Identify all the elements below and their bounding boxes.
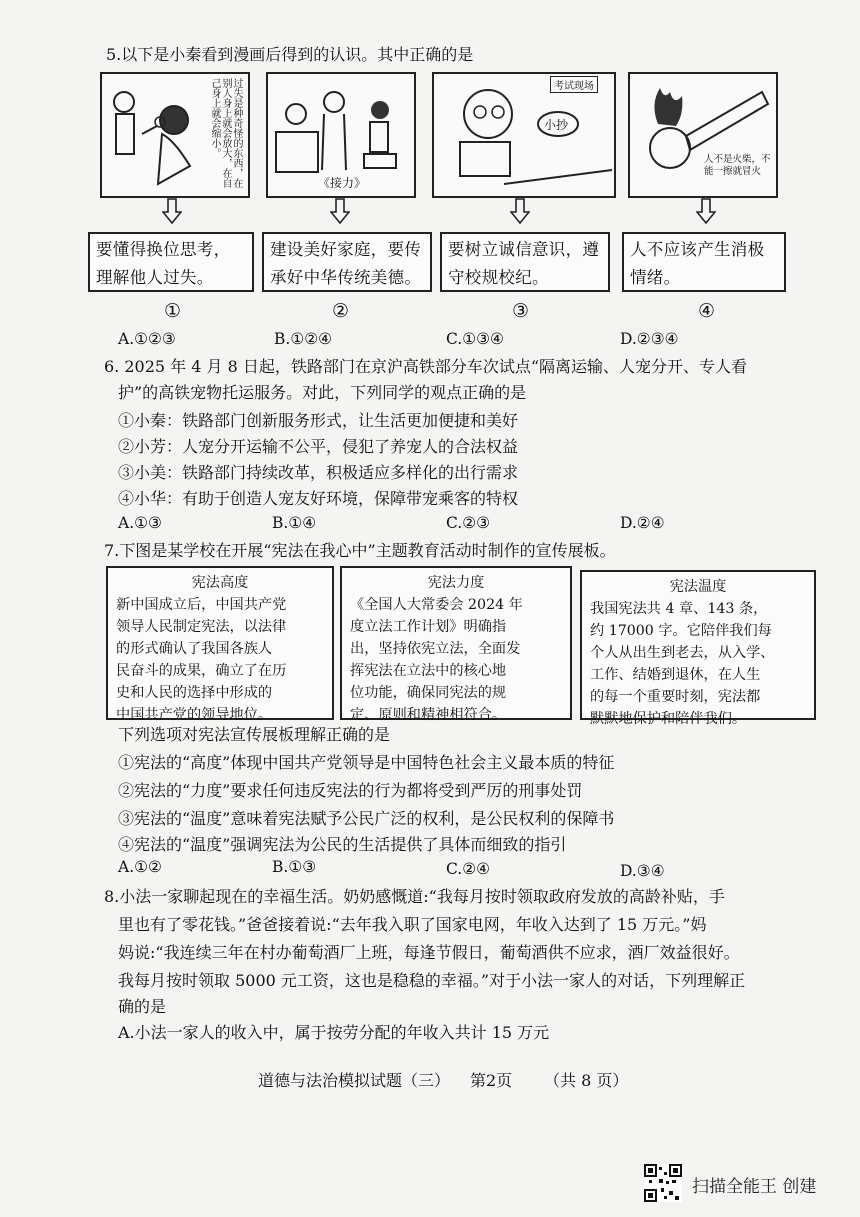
q6-stem-line2: 护”的高铁宠物托运服务。对此，下列同学的观点正确的是	[118, 383, 527, 402]
q6-option-c: C.②③	[446, 514, 491, 532]
q7-sub-stem: 下列选项对宪法宣传展板理解正确的是	[118, 725, 391, 744]
panel-title: 宪法高度	[191, 575, 249, 591]
q6-item-2: ②小芳：人宠分开运输不公平，侵犯了养宠人的合法权益	[118, 437, 519, 456]
cartoon-1-caption: 过失是种奇怪的东西，在别人身上就会放大，在自己身上就会缩小。	[209, 78, 242, 188]
cartoon-4-caption: 人不是火柴，不能一擦就冒火	[704, 154, 771, 177]
q7-item-4: ④宪法的“温度”强调宪法为公民的生活提供了具体而细致的指引	[118, 835, 567, 854]
q6-item-4: ④小华：有助于创造人宠友好环境，保障带宠乘客的特权	[118, 489, 519, 508]
q6-option-a: A.①③	[118, 514, 162, 532]
q5-option-a: A.①②③	[118, 330, 176, 348]
panel-title: 宪法力度	[427, 575, 485, 591]
q8-line4: 我每月按时领取 5000 元工资，这也是稳稳的幸福。”对于小法一家人的对话，下列理解正	[118, 971, 746, 990]
panel-height	[106, 566, 334, 723]
down-arrow-icon	[330, 198, 350, 224]
panel-body: 《全国人大常委会 2024 年 度立法工作计划》明确指 出，坚持依宪立法，全面发 挥宪法在立法中的核心地 位功能，确保同宪法的规 定、原则和精神相符合。	[350, 597, 523, 723]
conclusion-4: 人不应该产生消极情绪。	[622, 232, 786, 292]
down-arrow-icon	[162, 198, 182, 224]
q7-item-2: ②宪法的“力度”要求任何违反宪法的行为都将受到严厉的刑事处罚	[118, 781, 583, 800]
q8-line1: 8.小法一家聊起现在的幸福生活。奶奶感慨道:“我每月按时领取政府发放的高龄补贴，手	[104, 887, 725, 906]
q8-option-a: A.小法一家人的收入中，属于按劳分配的年收入共计 15 万元	[118, 1023, 550, 1042]
q7-option-a: A.①②	[118, 858, 162, 876]
conclusion-1: 要懂得换位思考，理解他人过失。	[88, 232, 254, 292]
conclusion-2: 建设美好家庭，要传承好中华传统美德。	[262, 232, 432, 292]
number-3: ③	[512, 300, 530, 322]
q6-item-3: ③小美：铁路部门持续改革，积极适应多样化的出行需求	[118, 463, 519, 482]
cartoon-3-sign: 考试现场	[550, 76, 598, 93]
q7-item-3: ③宪法的“温度”意味着宪法赋予公民广泛的权利，是公民权利的保障书	[118, 809, 615, 828]
q8-line3: 妈说:“我连续三年在村办葡萄酒厂上班，每逢节假日，葡萄酒供不应求，酒厂效益很好。	[118, 943, 740, 962]
cartoon-4	[628, 72, 778, 198]
q7-option-c: C.②④	[446, 860, 491, 878]
panel-warmth	[580, 570, 816, 727]
q7-option-b: B.①③	[272, 858, 317, 876]
q8-line5: 确的是	[118, 997, 167, 1016]
down-arrow-icon	[510, 198, 530, 224]
number-4: ④	[698, 300, 716, 322]
watermark-text: 扫描全能王 创建	[692, 1177, 817, 1197]
q6-option-d: D.②④	[620, 514, 665, 532]
panel-body: 我国宪法共 4 章、143 条， 约 17000 字。它陪伴我们每 个人从出生到老去，从入学、 工作、结婚到退休，在人生 的每一个重要时刻，宪法都 默默地保护和陪伴我们。	[590, 601, 775, 727]
cartoon-1	[100, 72, 250, 198]
conclusion-3: 要树立诚信意识，遵守校规校纪。	[440, 232, 610, 292]
footer-page: 第2页	[470, 1071, 513, 1090]
q6-item-1: ①小秦：铁路部门创新服务形式，让生活更加便捷和美好	[118, 411, 519, 430]
q5-option-d: D.②③④	[620, 330, 679, 348]
q7-option-d: D.③④	[620, 862, 665, 880]
number-1: ①	[164, 300, 182, 322]
cartoon-3	[432, 72, 616, 198]
q6-stem-line1: 6. 2025 年 4 月 8 日起，铁路部门在京沪高铁部分车次试点“隔离运输、人宠分开、专人看	[104, 357, 748, 376]
panel-title: 宪法温度	[669, 579, 727, 595]
cartoon-2	[266, 72, 416, 198]
q8-line2: 里也有了零花钱。”爸爸接着说:“去年我入职了国家电网，年收入达到了 15 万元。”妈	[118, 915, 707, 934]
cartoon-3-note: 小抄	[544, 118, 569, 132]
panel-body: 新中国成立后，中国共产党 领导人民制定宪法，以法律 的形式确认了我国各族人 民奋斗的成果，确立了在历 史和人民的选择中形成的 中国共产党的领导地位。	[116, 597, 287, 723]
panel-strength	[340, 566, 572, 723]
q5-option-b: B.①②④	[274, 330, 333, 348]
q7-item-1: ①宪法的“高度”体现中国共产党领导是中国特色社会主义最本质的特征	[118, 753, 615, 772]
footer-total: （共 8 页）	[544, 1071, 629, 1090]
q5-option-c: C.①③④	[446, 330, 504, 348]
q7-stem: 7.下图是某学校在开展“宪法在我心中”主题教育活动时制作的宣传展板。	[104, 541, 616, 560]
footer-title: 道德与法治模拟试题（三）	[258, 1071, 451, 1090]
q6-option-b: B.①④	[272, 514, 317, 532]
qr-code-icon	[644, 1164, 682, 1202]
q5-stem: 5.以下是小秦看到漫画后得到的认识。其中正确的是	[106, 45, 474, 64]
down-arrow-icon	[696, 198, 716, 224]
cartoon-2-caption: 《接力》	[318, 176, 367, 190]
number-2: ②	[332, 300, 350, 322]
